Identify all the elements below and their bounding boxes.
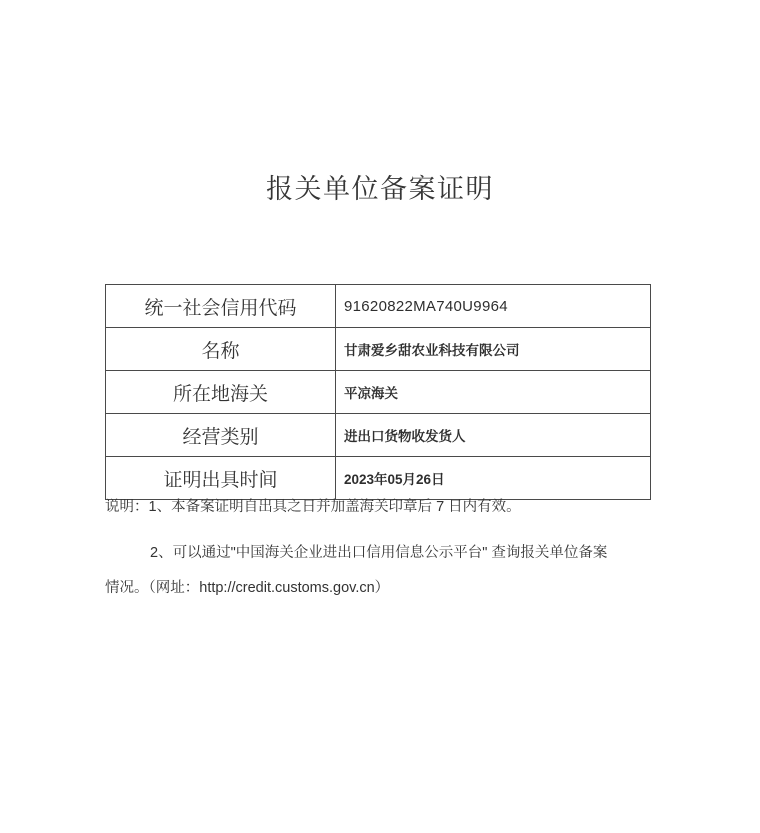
table-row-customs-location: [106, 371, 651, 414]
customs-location-value: 平凉海关: [336, 371, 651, 414]
company-name-value: 甘肃爱乡甜农业科技有限公司: [336, 328, 651, 371]
notes-section: [105, 496, 665, 599]
customs-location-label: 所在地海关: [106, 371, 336, 414]
note-line-validity: 说明：1、本备案证明自出具之日并加盖海关印章后 7 日内有效。: [105, 499, 521, 515]
note-line-url: 情况。（网址：http://credit.customs.gov.cn）: [105, 580, 390, 596]
company-name-label: 名称: [106, 328, 336, 371]
credit-code-label: 统一社会信用代码: [106, 285, 336, 328]
credit-code-value: 91620822MA740U9964: [336, 285, 651, 328]
table-row-business-category: [106, 414, 651, 457]
table-row-credit-code: [106, 285, 651, 328]
certificate-table: [105, 284, 651, 500]
certificate-title: 报关单位备案证明: [266, 174, 494, 204]
table-row-company-name: [106, 328, 651, 371]
note-line-platform: 2、可以通过"中国海关企业进出口信用信息公示平台" 查询报关单位备案: [150, 545, 608, 561]
table-row-issue-date: [106, 457, 651, 500]
issue-date-label: 证明出具时间: [106, 457, 336, 500]
business-category-label: 经营类别: [106, 414, 336, 457]
business-category-value: 进出口货物收发货人: [336, 414, 651, 457]
issue-date-value: 2023年05月26日: [336, 457, 651, 500]
